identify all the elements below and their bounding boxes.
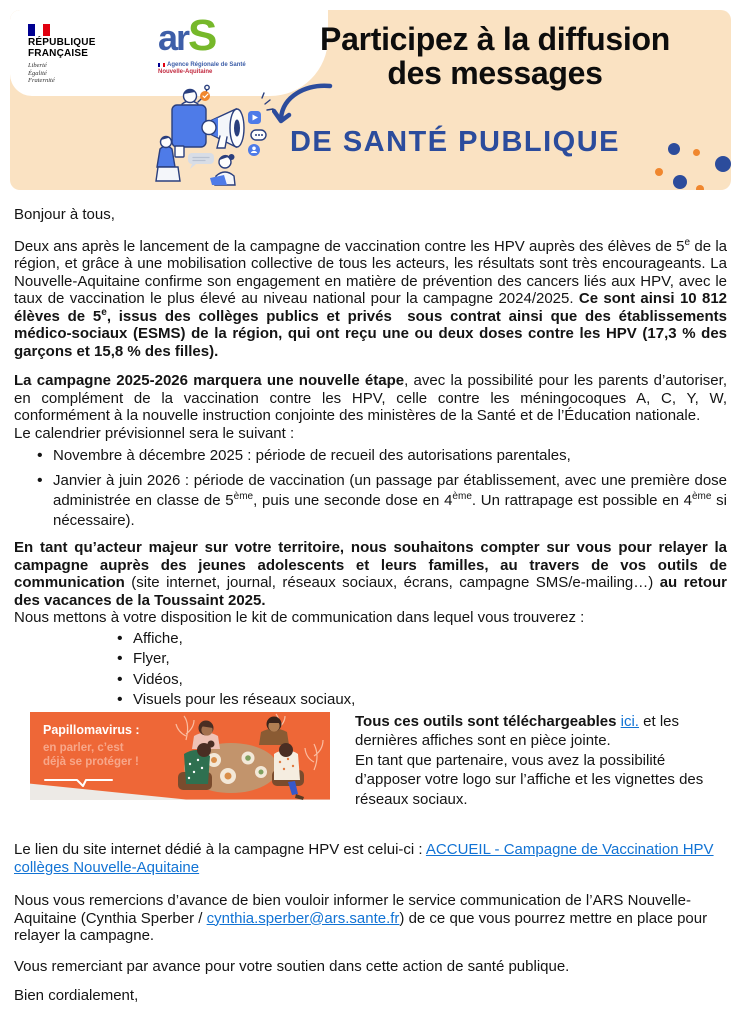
greeting-text: Bonjour à tous, bbox=[14, 206, 115, 223]
paragraph-campaign-results: Deux ans après le lancement de la campagne de vaccination contre les HPV auprès des élèves de 5e de la région, et grâce à une mobilisation collective de tous les acteurs, les résultats sont très encourageants. La Nouvelle-Aquitaine confirme son engagement en matière de prévention des cancers liés aux HPV, avec le taux de vaccination le plus élevé au niveau national pour la campagne 2024/2025. Ce sont ainsi 10 812 élèves de 5e, issus des collèges publics et privés sous contrat ainsi que des établissements médico-sociaux (ESMS) de la région, qui ont reçu une ou deux doses contre les HPV (17,3 % des garçons et 15,8 % des filles). bbox=[14, 236, 728, 360]
banner-subtitle: DE SANTÉ PUBLIQUE bbox=[289, 126, 621, 158]
site-link-paragraph: Le lien du site internet dédié à la campagne HPV est celui-ci : ACCUEIL - Campagne de Vaccination HPV collèges Nouvelle-Aquitaine bbox=[14, 841, 714, 876]
curved-arrow-icon bbox=[272, 80, 336, 132]
decor-dot bbox=[673, 175, 687, 189]
signoff-text: Bien cordialement, bbox=[14, 987, 139, 1004]
banner-image-title: Papillomavirus : bbox=[43, 722, 140, 737]
decor-dot bbox=[655, 168, 663, 176]
calendar-intro: Le calendrier prévisionnel sera le suivant : bbox=[14, 424, 295, 442]
kit-row bbox=[14, 712, 727, 810]
list-item: • Visuels pour les réseaux sociaux, bbox=[117, 690, 727, 710]
email-body bbox=[0, 206, 741, 1005]
ars-logo bbox=[158, 11, 246, 75]
email-link[interactable]: cynthia.sperber@ars.sante.fr bbox=[206, 909, 400, 927]
list-item: • Vidéos, bbox=[117, 670, 727, 690]
decor-dot bbox=[696, 185, 704, 190]
kit-note-line1: Tous ces outils sont téléchargeables ici. et les dernières affiches sont en pièce jointe. bbox=[355, 712, 680, 749]
papillomavirus-banner-image bbox=[30, 712, 330, 800]
rf-line2: FRANÇAISE bbox=[28, 47, 89, 59]
decor-dot bbox=[693, 149, 700, 156]
list-item: • Janvier à juin 2026 : période de vaccination (un passage par établissement, avec une première dose administrée en classe de 5ème, puis une seconde dose en 4ème. Un rattrapage est possible en 4ème si nécessaire). bbox=[37, 471, 727, 531]
ars-subtitle: Agence Régionale de Santé bbox=[158, 62, 246, 68]
rf-line1: RÉPUBLIQUE bbox=[28, 37, 96, 48]
republique-francaise-logo bbox=[28, 24, 96, 85]
decor-dot bbox=[668, 143, 680, 155]
family-table-illustration bbox=[128, 712, 328, 800]
banner-image-tagline: en parler, c’est déjà se protéger ! bbox=[43, 742, 139, 768]
campaign-site-link[interactable]: ACCUEIL - Campagne de Vaccination HPV collèges Nouvelle-Aquitaine bbox=[14, 841, 714, 876]
kit-note-line2: En tant que partenaire, vous avez la possibilité d’apposer votre logo sur l’affiche et les vignettes des réseaux sociaux. bbox=[355, 751, 704, 808]
header-banner bbox=[10, 10, 731, 190]
calendar-list bbox=[37, 446, 727, 531]
banner-image-text bbox=[43, 722, 140, 794]
kit-note bbox=[355, 712, 727, 810]
kit-list bbox=[117, 629, 727, 710]
decor-dot bbox=[715, 156, 731, 172]
french-flag-icon bbox=[28, 24, 50, 36]
closing-paragraph: Vous remerciant par avance pour votre soutien dans cette action de santé publique. bbox=[14, 957, 570, 975]
paragraph-relay-request: En tant qu’acteur majeur sur votre territoire, nous souhaitons compter sur vous pour relayer la campagne auprès des jeunes adolescents et leurs familles, au travers de vos outils de communication (site internet, journal, réseaux sociaux, écrans, campagne SMS/e-mailing…) au retour des vacances de la Toussaint 2025. Nous mettons à votre disposition le kit de communication dans lequel vous trouverez : bbox=[14, 539, 728, 626]
thanks-paragraph: Nous vous remercions d’avance de bien vouloir informer le service communication de l’ARS Nouvelle-Aquitaine (Cynthia Sperber / cynthia.sperber@ars.sante.fr) de ce que vous pourrez mettre en place pour relayer la campagne. bbox=[14, 892, 708, 944]
french-flag-icon bbox=[158, 63, 165, 67]
paragraph-new-campaign: La campagne 2025-2026 marquera une nouvelle étape, avec la possibilité pour les parents d’autoriser, en complément de la vaccination contre les HPV, celle contre les méningocoques A, C, Y, W, conformément à la nouvelle instruction conjointe des ministères de la Santé et de l’Éducation nationale. Le calendrier prévisionnel sera le suivant : bbox=[14, 372, 727, 442]
speech-line-icon bbox=[43, 777, 115, 789]
ars-wordmark: arS bbox=[158, 11, 218, 60]
rf-logo-text bbox=[28, 38, 96, 59]
megaphone-illustration bbox=[148, 83, 276, 187]
kit-intro: Nous mettons à votre disposition le kit de communication dans lequel vous trouverez : bbox=[14, 609, 585, 626]
list-item: • Affiche, bbox=[117, 629, 727, 649]
banner-title: Participez à la diffusion des messages bbox=[320, 21, 670, 91]
rf-motto: Liberté Égalité Fraternité bbox=[28, 62, 55, 84]
download-link[interactable]: ici. bbox=[620, 712, 639, 730]
ars-region: Nouvelle-Aquitaine bbox=[158, 69, 213, 75]
list-item: • Flyer, bbox=[117, 649, 727, 669]
list-item: • Novembre à décembre 2025 : période de recueil des autorisations parentales, bbox=[37, 446, 727, 466]
